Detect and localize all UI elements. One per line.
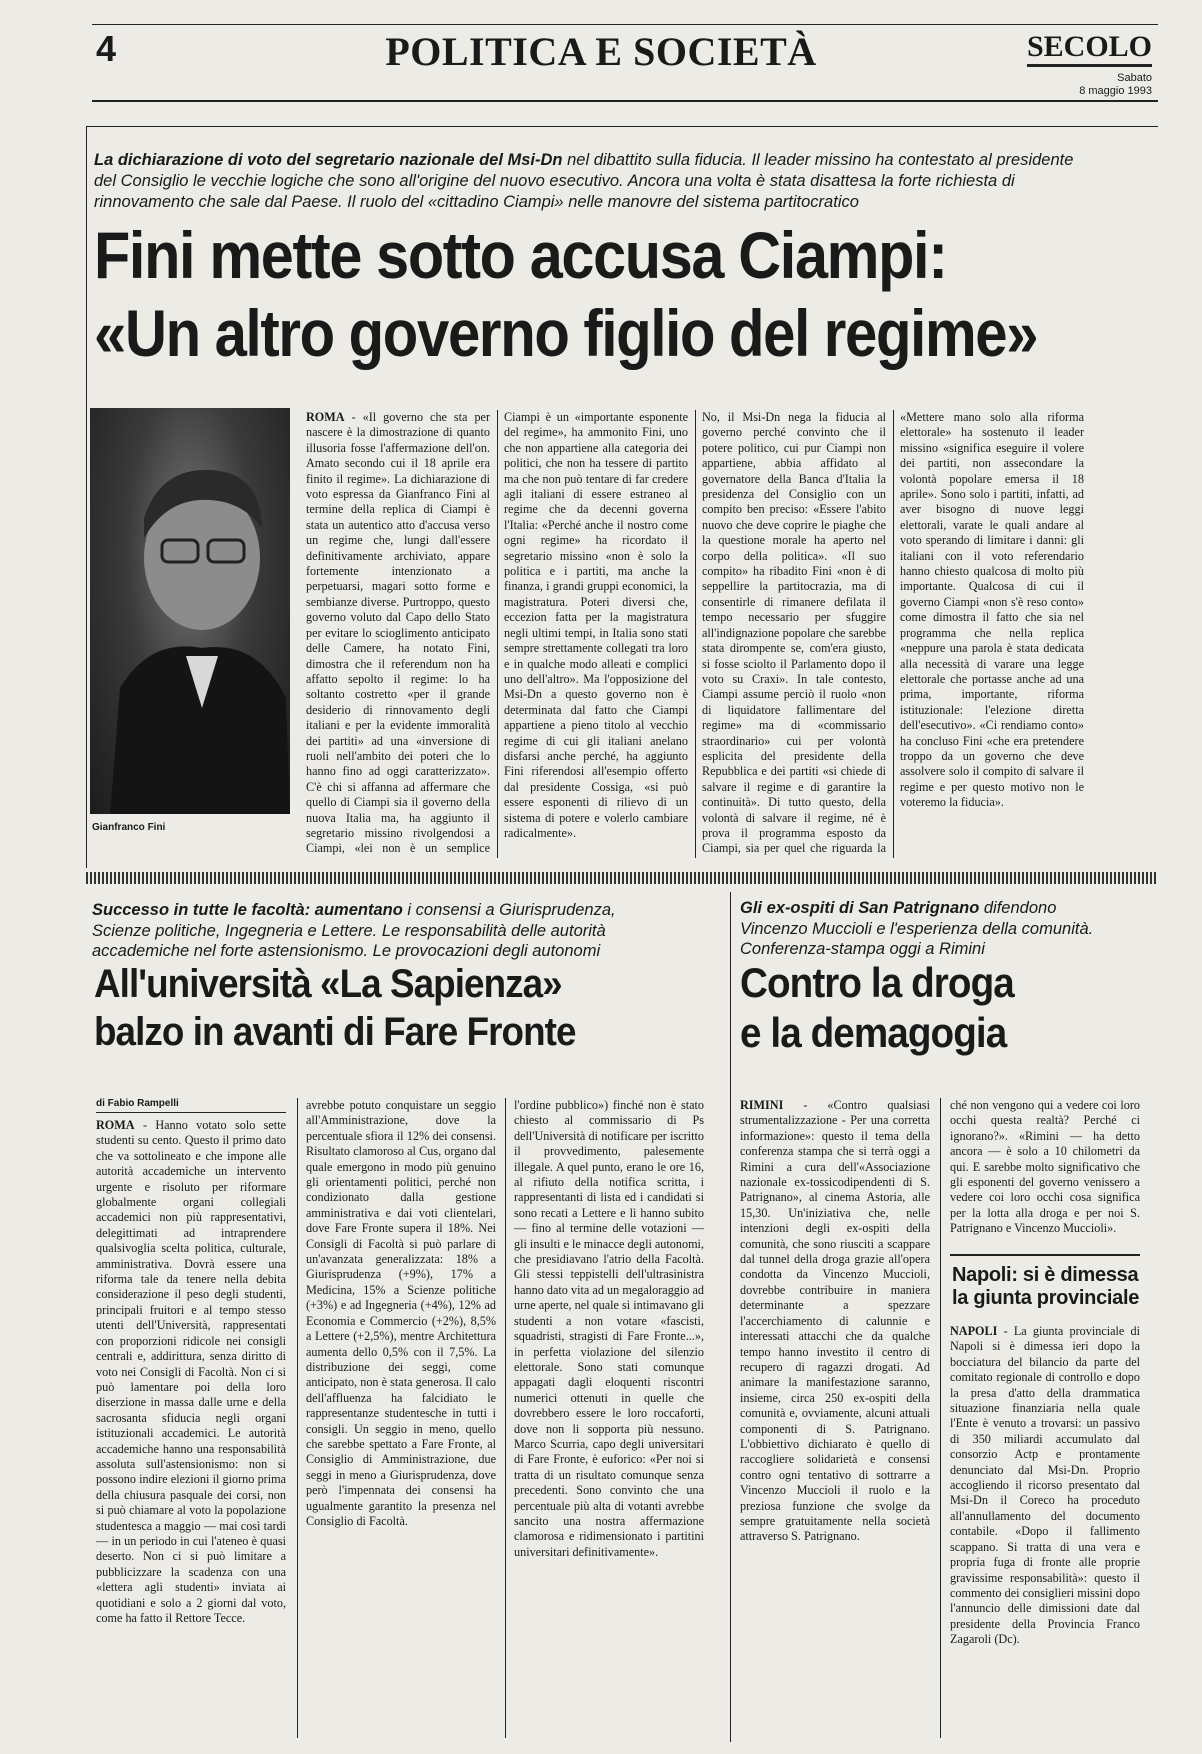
article2-kicker-rest: i consensi a Giurisprudenza, Scienze politiche, Ingegneria e Lettere. Le responsabilità delle autorità accademiche nel forte astensionismo. Le provocazioni degli autonomi xyxy=(92,901,616,961)
article3-column-1 xyxy=(740,1098,930,1736)
top-rule xyxy=(92,24,1158,25)
issue-date xyxy=(1079,72,1152,97)
article2-column-3: l'ordine pubblico») finché non è stato chiesto al commissario di Ps dell'Università di notificare per iscritto il provvedimento, palesemente illegale. A quel punto, erano le ore 16, al rifiuto della notifica scritta, i rappresentanti di lista ed i candidati si sono recati a Lettere e lì hanno subito — fino al termine delle votazioni — gli insulti e le minacce degli autonomi, che presidiavano l'atrio della Facoltà. Gli stessi teppistelli dell'ultrasinistra hanno dato vita ad un megaloraggio ad urne aperte, nel quale si intimavano gli studenti a non votare «fascisti, squadristi, stragisti di Fare Fronte...», in perfetta violazione del silenzio elettorale. Sono stati comunque appagati dagli eloquenti riscontri numerici ottenuti in quelle che dovrebbero essere le loro roccaforti, dove non li sopporta più nessuno. Marco Scurria, capo degli universitari di Fare Fronte, è euforico: «Per noi si tratta di un risultato comunque senza precedenti. Sono convinto che una percentuale più alta di votanti avrebbe sancito una nostra affermazione clamorosa e ridimensionato i partitini universitari definitivamente». xyxy=(514,1098,704,1559)
article1-box-left xyxy=(86,126,87,868)
portrait-icon xyxy=(90,408,290,814)
article1-box-top xyxy=(86,126,1158,127)
article1-kicker-bold: La dichiarazione di voto del segretario nazionale del Msi-Dn xyxy=(94,151,563,169)
article1-headline-line1: Fini mette sotto accusa Ciampi: xyxy=(94,218,947,292)
napoli-article-text: - La giunta provinciale di Napoli si è dimessa ieri dopo la bocciatura del bilancio da parte del comitato regionale di controllo e dopo la presa d'atto della drammatica situazione finanziaria nella quale l'Ente è venuto a trovarsi: un passivo di 350 miliardi accumulato dal consorzio Actp e prontamente denunciato dal Msi-Dn. Proprio accogliendo il ricorso presentato dal Msi-Dn il Coreco ha proceduto all'annullamento del documento contabile. «Dopo il fallimento scappano. Si tratta di una vera e propria fuga di fronte alle proprie gravissime responsabilità»: questo il commento dei consiglieri missini dopo l'annuncio delle dimissioni date dal presidente della Provincia Franco Zagaroli (Dc). xyxy=(950,1324,1140,1647)
photo-caption: Gianfranco Fini xyxy=(92,822,166,833)
column-divider xyxy=(297,1098,298,1738)
article3-kicker-bold: Gli ex-ospiti di San Patrignano xyxy=(740,899,980,917)
article2-headline-line1: All'università «La Sapienza» xyxy=(94,962,562,1006)
column-divider xyxy=(730,892,731,1742)
column-divider xyxy=(497,410,498,858)
section-separator xyxy=(86,872,1158,884)
sub-article-rule xyxy=(950,1254,1140,1256)
article1-headline-line2: «Un altro governo figlio del regime» xyxy=(94,296,1038,370)
column-divider xyxy=(893,410,894,858)
article2-column-1 xyxy=(96,1118,286,1736)
article2-byline: di Fabio Rampelli xyxy=(96,1098,179,1109)
newspaper-logo: SECOLO xyxy=(1027,32,1152,67)
article2-column-1-text: - Hanno votato solo sette studenti su cento. Questo il primo dato che va sottolineato e che impone alle autorità accademiche un intervento urgente e risoluto per riformare globalmente organi collegiali accademici non più rappresentativi, delegittimati ad intraprendere qualsivoglia scelta politica, culturale, amministrativa. Dovrà essere una riforma tale da tenere nella debita considerazione il peso degli studenti, principali fruitori e al tempo stesso utenti dell'Università, rappresentati con proporzioni ridicole nei consigli centrali e, addirittura, senza diritto di voto nei Consigli di Facoltà. Non ci si può lamentare poi della loro diserzione in massa dalle urne e della sacrosanta sfiducia negli organi istituzionali accademici. Le autorità accademiche hanno una responsabilità assoluta sull'astensionismo: non si possono indire elezioni il giorno prima della chiusura pasquale dei corsi, non si può chiamare al voto la popolazione studentesca a maggio — mai così tardi — in un periodo in cui l'ateneo è quasi deserto. Non ci si può limitare a pubblicizzare la scadenza con una «lettera agli studenti» inviata ai quotidiani e solo a 2 giorni dal voto, come ha fatto il Rettore Tecce. xyxy=(96,1118,286,1625)
article2-kicker xyxy=(92,900,652,962)
page-number: 4 xyxy=(96,28,117,69)
section-title: POLITICA E SOCIETÀ xyxy=(385,29,817,74)
article1-column-2: Ciampi è un «importante esponente del regime», ha ammonito Fini, uno che non appartiene alla categoria dei politici, che non ha tessere di partito ma che non può tentare di far credere agli italiani di essere estraneo al regime che da decenni governa l'Italia: «Perché anche il nostro come ogni regime» ha ricordato il segretario missino «non è solo la politica e i partiti, ma anche la finanza, i grandi gruppi economici, la magistratura. Poteri diversi che, eccezion fatta per la magistratura negli ultimi tempi, in Italia sono stati sempre strettamente collegati tra loro e in qualche modo alleati e complici uno dell'altro». Ma l'opposizione del Msi-Dn a questo governo non è determinata dal fatto che Ciampi appartiene a pieno titolo al vecchio regime di cui gli italiani anelano disfarsi anche perché, ha aggiunto Fini riferendosi all'esempio offerto dal presidente Cossiga, «si può essere esponenti di rilievo di un sistema di potere e volerlo cambiare radicalmente». xyxy=(504,410,688,840)
issue-date-day: Sabato xyxy=(1117,72,1152,84)
article2-headline-line2: balzo in avanti di Fare Fronte xyxy=(94,1010,576,1054)
article3-column-2: ché non vengono qui a vedere coi loro occhi questa realtà? Perché ci ignorano?». «Rimini — ha detto ancora — è solo a 10 chilometri da qui. E sarebbe molto significativo che gli esponenti del governo venissero a vedere coi loro occhi cosa significa per la lotta alla droga e per noi S. Patrignano e Vincenzo Muccioli». xyxy=(950,1098,1140,1236)
article3-kicker-rest: difendono Vincenzo Muccioli e l'esperienza della comunità. Conferenza-stampa oggi a Rimini xyxy=(740,899,1094,959)
article3-headline-line1: Contro la droga xyxy=(740,959,1014,1006)
article2-column-2: avrebbe potuto conquistare un seggio all'Amministrazione, dove la percentuale sfiora il 12% dei consensi. Risultato clamoroso al Cus, organo dal quale emergono in modo più genuino gli orientamenti politici, perché non condizionato dalla gestione amministrativa e dai voti clientelari, dove Fare Fronte supera il 18%. Nei Consigli di Facoltà si può parlare di un'avanzata generalizzata: 18% a Giurisprudenza (+9%), 17% a Medicina, 15% a Scienze politiche (+3%) e ad Ingegneria (+4%), 12% ad Economia e Commercio (+2%), 8,5% a Lettere (+2,5%), mentre Architettura aumenta dello 0,5% con il 7,5%. La distribuzione dei seggi, come anticipato, non è stata generosa. Il calo dell'affluenza ha falcidiato le rappresentanze studentesche in tutti i consigli. Un seggio in meno, quello che sarebbe spettato a Fare Fronte, al Consiglio di Amministrazione, due seggi in meno a Giurisprudenza, dove però l'impennata dei consensi ha ugualmente garantito la presenza nel Consiglio di Facoltà. xyxy=(306,1098,496,1528)
napoli-headline: Napoli: si è dimessa la giunta provinciale xyxy=(952,1264,1140,1309)
article2-kicker-bold: Successo in tutte le facoltà: aumentano xyxy=(92,901,403,919)
article1-dateline: ROMA xyxy=(306,410,345,424)
byline-rule xyxy=(96,1112,286,1113)
masthead-rule xyxy=(92,100,1158,102)
napoli-article-body xyxy=(950,1324,1140,1736)
column-divider xyxy=(695,410,696,858)
article1-column-1-text: - «Il governo che sta per nascere è la dimostrazione di quanto illusoria fosse l'affermazione dell'on. Amato secondo cui il 18 aprile era finito il regime». La dichiarazione di voto espressa da Gianfranco Fini al termine della replica di Ciampi è stata un autentico atto d'accusa verso un regime che, lungi dall'essere definitivamente archiviato, appare fortemente intenzionato a perpetuarsi, magari sotto forme e sembianze diverse. Purtroppo, questo governo voluto dal Capo dello Stato per evitare lo scioglimento anticipato delle Camere, ha notato Fini, dimostra che il referendum non ha affatto sepolto il regime: lo ha soltanto costretto «per il grande desiderio di rinnovamento degli italiani e per la evidente immoralità dei partiti» ad una «inversione di ruoli nell'ambito dei poteri che lo hanno fino ad oggi caratterizzato». C'è chi si affanna ad affermare che quello di Ciampi sia il governo della nuova Italia ma, ha aggiunto il segretario missino rivolgendosi a Ciampi, «lei non è un semplice xyxy=(306,410,490,856)
article1-kicker-rest: nel dibattito sulla fiducia. Il leader missino ha contestato al presidente del Consiglio le vecchie logiche che sono all'origine del nuovo esecutivo. Ancora una volta è stata disattesa la forte richiesta di rinnovamento che sale dal Paese. Il ruolo del «cittadino Ciampi» nelle manovre del sistema partitocratico xyxy=(94,151,1074,212)
article3-kicker xyxy=(740,898,1120,960)
column-divider xyxy=(505,1098,506,1738)
fini-photo xyxy=(90,408,290,814)
article2-dateline: ROMA xyxy=(96,1118,135,1132)
article3-dateline: RIMINI xyxy=(740,1098,784,1112)
article1-column-3: No, il Msi-Dn nega la fiducia al governo perché convinto che il potere politico, cui pur Ciampi non appartiene, abbia affidato al governatore della Banca d'Italia la presidenza del Consiglio con un compito ben preciso: «Essere l'abito nuovo che deve coprire le piaghe che la questione morale ha aperto nel corpo della politica». «Il suo compito» ha ribadito Fini «non è di seppellire la partitocrazia, ma di consentirle di rimanere defilata il tempo necessario per sfuggire all'indignazione popolare che sarebbe stata dirompente se, com'era giusto, si fosse sciolto il Parlamento dopo il voto su Craxi». In tale contesto, Ciampi assume perciò il ruolo «non di liquidatore fallimentare del regime» ma di «commissario straordinario» cui per volontà esplicita del presidente della Repubblica e dei partiti «si chiede di salvare il regime e di garantire la continuità». Di tutto questo, della volontà di salvare il regime, né è prova il programma esposto da Ciampi, sia per quel che riguarda la xyxy=(702,410,886,856)
column-divider xyxy=(940,1098,941,1738)
issue-date-full: 8 maggio 1993 xyxy=(1079,84,1152,97)
napoli-dateline: NAPOLI xyxy=(950,1324,998,1338)
article3-column-1-text: - «Contro qualsiasi strumentalizzazione - Per una corretta informazione»: questo il tema della conferenza stampa che si terrà oggi a Rimini a cura dell'«Associazione nazionale ex-tossicodipendenti di S. Patrignano», al cinema Astoria, alle 15,30. Un'iniziativa che, nelle intenzioni degli ex-ospiti della comunità, che sono riusciti a scappare dal tunnel della droga grazie all'opera condotta da Vincenzo Muccioli, dovrebbe contribuire in maniera determinante a spezzare l'accerchiamento di calunnie e interessati attacchi che da qualche tempo hanno investito il centro di recupero di ragazzi drogati. Ad animare la manifestazione saranno, insieme, circa 250 ex-ospiti della comunità e, ovviamente, alcuni attuali componenti di S. Patrignano. L'obbiettivo dichiarato è quello di raccogliere solidarietà e consensi contro ogni tentativo di sottrarre a Vincenzo Muccioli il ruolo e la preziosa funzione che svolge da sempre gratuitamente nella società attraverso S. Patrignano. xyxy=(740,1098,930,1544)
article1-column-1 xyxy=(306,410,490,858)
article1-kicker xyxy=(94,150,1074,213)
article3-headline-line2: e la demagogia xyxy=(740,1009,1007,1056)
article1-column-4: «Mettere mano solo alla riforma elettorale» ha sostenuto il leader missino «significa eseguire il volere dei partiti, non assecondare la volontà popolare emersa il 18 aprile». Sono solo i partiti, infatti, ad aver bisogno di nuove leggi elettorali, varate le quali andare al voto sperando di limitare i danni: gli italiani con il voto referendario hanno chiesto qualcosa di molto più importante. Qualcosa di cui il governo Ciampi «non s'è reso conto» come dimostra il fatto che sia nel programma che nella replica «neppure una parola è stata dedicata alla necessità di varare una legge elettorale che portasse anche ad una prima, importante, riforma istituzionale: l'elezione diretta dell'esecutivo». «Ci rendiamo conto» ha concluso Fini «che era pretendere troppo da un governo che deve assolvere solo il compito di salvare il regime e per questo motivo non le voteremo la fiducia». xyxy=(900,410,1084,810)
